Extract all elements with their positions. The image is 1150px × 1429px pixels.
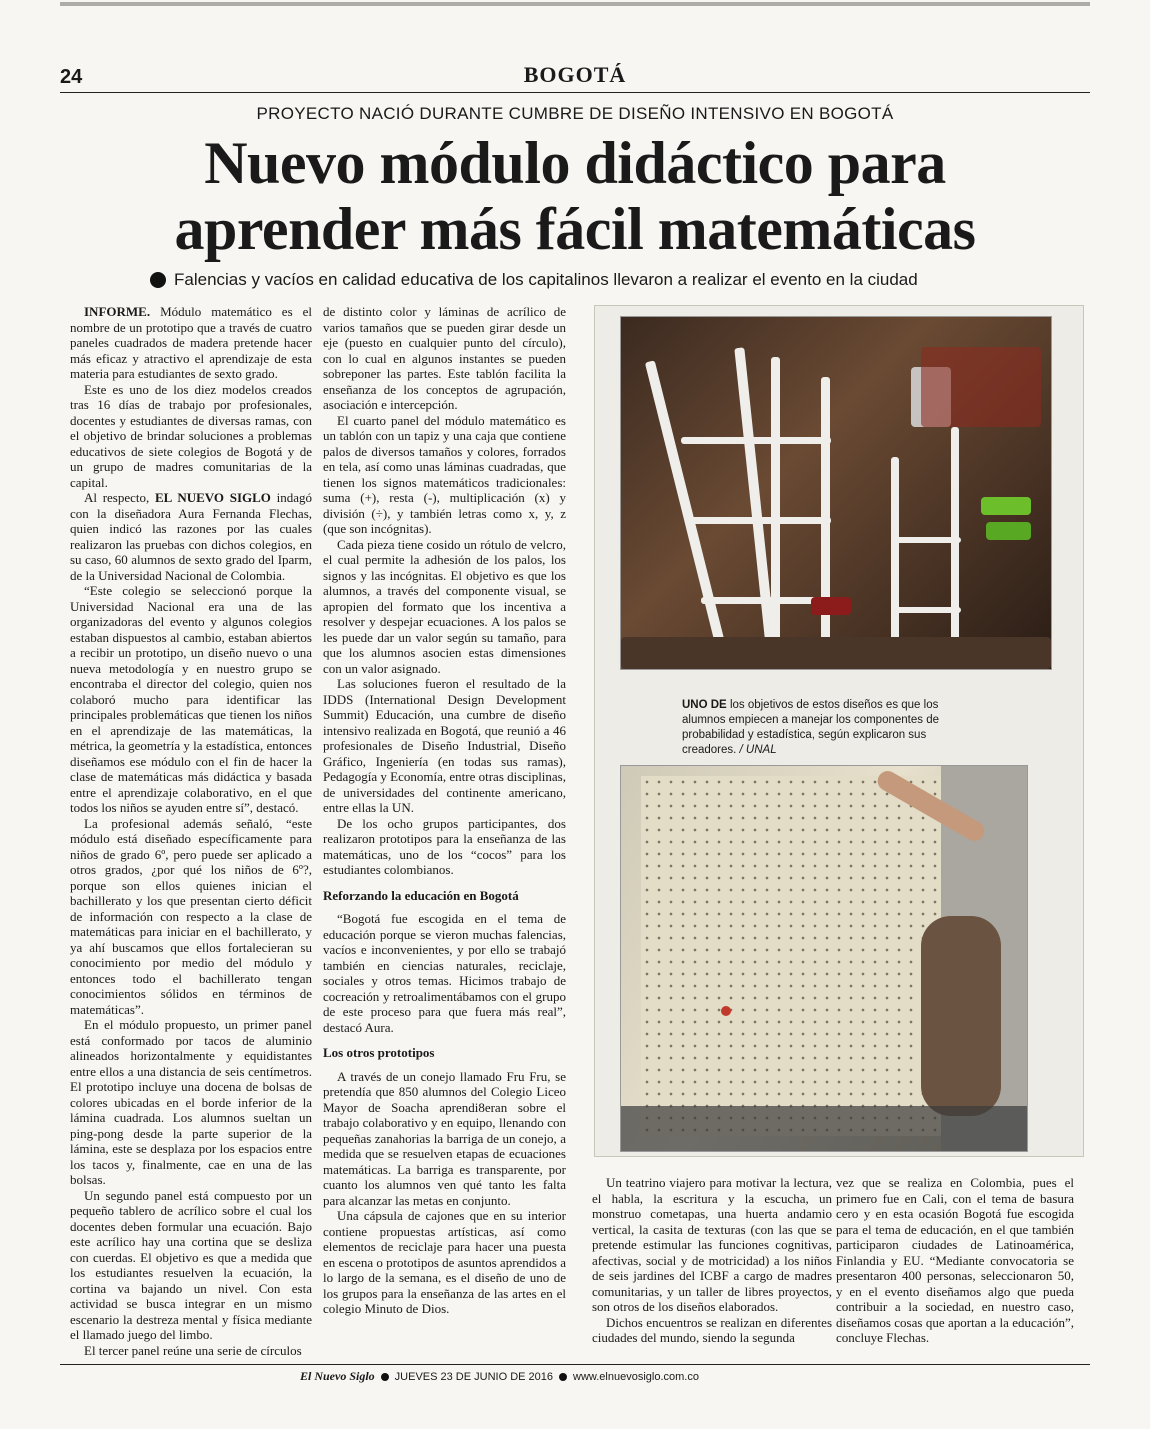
photo-prototype-racks [620,316,1052,670]
page-number: 24 [60,66,83,88]
headline-line-1: Nuevo módulo didáctico para [204,130,946,196]
paragraph: Cada pieza tiene cosido un rótulo de velcro, el cual permite la adhesión de los palos, los signos y las incógnitas. El objetivo es que los alumnos, a través del componente visual, se apropien del formato que los incentiva a resolver y despejar ecuaciones. A los palos se les puede dar un valor según su tamaño, para que los alumnos asocien estas dimensiones con un valor asignado. [323,536,566,676]
paragraph: Una cápsula de cajones que en su interior contiene propuestas artísticas, así como elementos de reciclaje para hacer una puesta en escena o prototipos de asuntos aprendidos a lo largo de la semana, es el diseño de uno de los grupos para la enseñanza de las artes en el colegio Minuto de Dios. [323,1208,566,1316]
photo-pegboard [620,765,1028,1152]
column-2 [323,304,566,1317]
paragraph: En el módulo propuesto, un primer panel está conformado por tacos de aluminio alineados horizontalmente y equidistantes entre ellos a una distancia de seis centímetros. El prototipo incluye una docena de bolsas de colores ubicadas en el borde inferior de la lámina cuadrada. Los alumnos sueltan un ping-pong desde la parte superior de la lámina, este se desplaza por los espacios entre los tacos y, finalmente, cae en una de las bolsas. [70,1017,312,1187]
caption-text: los objetivos de estos diseños es que los alumnos empiecen a manejar los componentes de probabilidad y estadística, según explicaron sus creadores. [682,699,939,756]
column-4 [836,1175,1074,1346]
bullet-icon [381,1373,389,1381]
column-1 [70,304,312,1358]
subhead-text: Falencias y vacíos en calidad educativa de los capitalinos llevaron a realizar el evento en la ciudad [174,270,918,289]
paragraph: Este es uno de los diez modelos creados tras 16 días de trabajo por profesionales, docentes y estudiantes de diversas ramas, con el objetivo de brindar soluciones a problemas educativos de siete colegios de Bogotá y de un grupo de madres comunitarias de la capital. [70,381,312,490]
bullet-icon [559,1373,567,1381]
footer-date: JUEVES 23 DE JUNIO DE 2016 [394,1370,554,1383]
paragraph: Al respecto, EL NUEVO SIGLO indagó con la diseñadora Aura Fernanda Flechas, quien indicó las razones por las cuales realizaron las pruebas con dichos colegios, en su caso, 60 alumnos de sexto grado del Iparm, de la Universidad Nacional de Colombia. [70,490,313,583]
page-footer [300,1369,920,1384]
paragraph: “Bogotá fue escogida en el tema de educación porque se vieron muchas falencias, vacíos e inconvenientes, y por ello se trabajó también en ciencias naturales, reciclaje, sociales y otros temas. Hicimos trabajo de cocreación y retroalimentábamos con el grupo de este proceso para que fuera más real”, destacó Aura. [323,911,566,1035]
headline-line-2: aprender más fácil matemáticas [174,196,976,262]
newspaper-name: EL NUEVO SIGLO [155,490,271,505]
paragraph: vez que se realiza en Colombia, pues el primero fue en Cali, con el tema de basura cero y en esta ocasión Bogotá fue escogida para el tema de educación, en el que también participaron ciudades de Latinoamérica, Finlandia y EU. “Mediante convocatoria se presentaron 400 personas, seleccionaron 50, y en el evento diseñamos algo que pueda contribuir a la sociedad, en nuestro caso, diseñamos cosas que aportan a la educación”, concluye Flechas. [836,1175,1074,1345]
footer-divider [60,1364,1090,1365]
paragraph: Un segundo panel está compuesto por un pequeño tablero de acrílico sobre el cual los docentes deben formular una ecuación. Bajo este acrílico hay una cortina que se desliza con cuerdas. El objetivo es que a medida que los estudiantes resuelven la ecuación, la cortina va bajando un nivel. Con esta actividad se busca integrar en un mismo escenario la destreza mental y física mediante el llamado juego del limbo. [70,1187,312,1342]
paragraph: “Este colegio se seleccionó porque la Universidad Nacional era una de las organizadoras del evento y algunos colegios estaban dispuestos al cambio, estaban abiertos a recibir un prototipo, un diseño nuevo o una nueva metodología y en nuestro grupo se encontraba el director del colegio, quien nos colaboró mucho para identificar las principales problemáticas que tienen los niños en el aprendizaje de las matemáticas, la métrica, la geometría y la estadística, entonces diseñamos ese módulo con el fin de hacer la clase de matemáticas más didáctica y basada entre el aprendizaje colaborativo, en el que todos los niños se ayuden entre sí”, destacó. [70,583,312,815]
paragraph: A través de un conejo llamado Fru Fru, se pretendía que 850 alumnos del Colegio Liceo Mayor de Soacha aprendi8eran sobre el trabajo colaborativo y en equipo, llenando con pequeñas zanahorias la barriga de un conejo, a medida que se resuelven etapas de ecuaciones matemáticas. La barriga es transparente, por cuanto los alumnos ven qué tanto les falta para alcanzar las metas en conjunto. [323,1068,566,1208]
caption-lead: UNO DE [682,699,727,711]
paragraph: De los ocho grupos participantes, dos realizaron prototipos para la enseñanza de las matemáticas, uno de los “cocos” para los estudiantes colombianos. [323,815,566,877]
bullet-icon [150,272,166,288]
paragraph: INFORME. Módulo matemático es el nombre de un prototipo que a través de cuatro paneles cuadrados de madera pretende hacer más eficaz y atractivo el aprendizaje de esta materia para estudiantes de sexto grado. [70,304,312,381]
paragraph: La profesional además señaló, “este módulo está diseñado específicamente para niños de grado 6º, pero puede ser aplicado a otros grados, ¿por qué los niños de 6º?, porque son ellos quienes inician el bachillerato y los que presentan cierto déficit de información con respecto a la clase de matemáticas para iniciar en el bachillerato, y ya ahí buscamos que ellos fortalecieran su conocimiento por medio del módulo y entonces todo el bachillerato tengan conocimientos sólidos en términos de matemáticas”. [70,815,312,1017]
article-headline [60,130,1090,262]
header-divider [60,92,1090,93]
footer-brand: El Nuevo Siglo [300,1369,375,1383]
article-subhead [150,270,1050,290]
column-3 [592,1175,832,1346]
footer-url: www.elnuevosiglo.com.co [573,1370,699,1383]
photo-caption-1 [682,698,982,758]
lead-word: INFORME. [84,304,151,319]
article-kicker: PROYECTO NACIÓ DURANTE CUMBRE DE DISEÑO INTENSIVO EN BOGOTÁ [256,104,894,123]
paragraph: Las soluciones fueron el resultado de la IDDS (International Design Development Summit) Educación, una cumbre de diseño intensivo realizada en Bogotá, que reunió a 46 profesionales de Diseño Industrial, Diseño Gráfico, Ingeniería (en todas sus ramas), Pedagogía y Economía, entre otras disciplinas, de universidades del continente americano, entre ellas la UN. [323,676,566,815]
paragraph: de distinto color y láminas de acrílico de varios tamaños que se pueden girar desde un eje (puesto en cualquier punto del círculo), con lo cual en algunos instantes se pueden sobreponer las partes. Este tablón facilita la enseñanza de los conceptos de agrupación, asociación e intercepción. [323,304,566,412]
section-heading: Reforzando la educación en Bogotá [323,887,519,903]
top-border [60,2,1090,6]
section-heading: Los otros prototipos [323,1045,435,1060]
section-name: BOGOTÁ [523,62,627,87]
photo-credit: / UNAL [739,744,777,756]
paragraph: El cuarto panel del módulo matemático es un tablón con un tapiz y una caja que contiene palos de diversos tamaños y colores, forrados en tela, así como unas láminas cuadradas, que tienen los signos matemáticos tradicionales: suma (+), resta (-), multiplicación (x) y división (÷), y también letras como x, y, z (que son incógnitas). [323,412,566,536]
paragraph: Dichos encuentros se realizan en diferentes ciudades del mundo, siendo la segunda [592,1314,832,1345]
paragraph: El tercer panel reúne una serie de círculos [84,1342,302,1358]
paragraph: Un teatrino viajero para motivar la lectura, el habla, la escritura y la escucha, un monstruo cometapas, una huerta andamio vertical, la casita de texturas (con las que se pretende estimular las funciones cognitivas, afectivas, social y de motricidad) a los niños de seis jardines del ICBF a cargo de madres comunitarias, y un taller de libres proyectos, son otros de los diseños elaborados. [592,1175,832,1314]
